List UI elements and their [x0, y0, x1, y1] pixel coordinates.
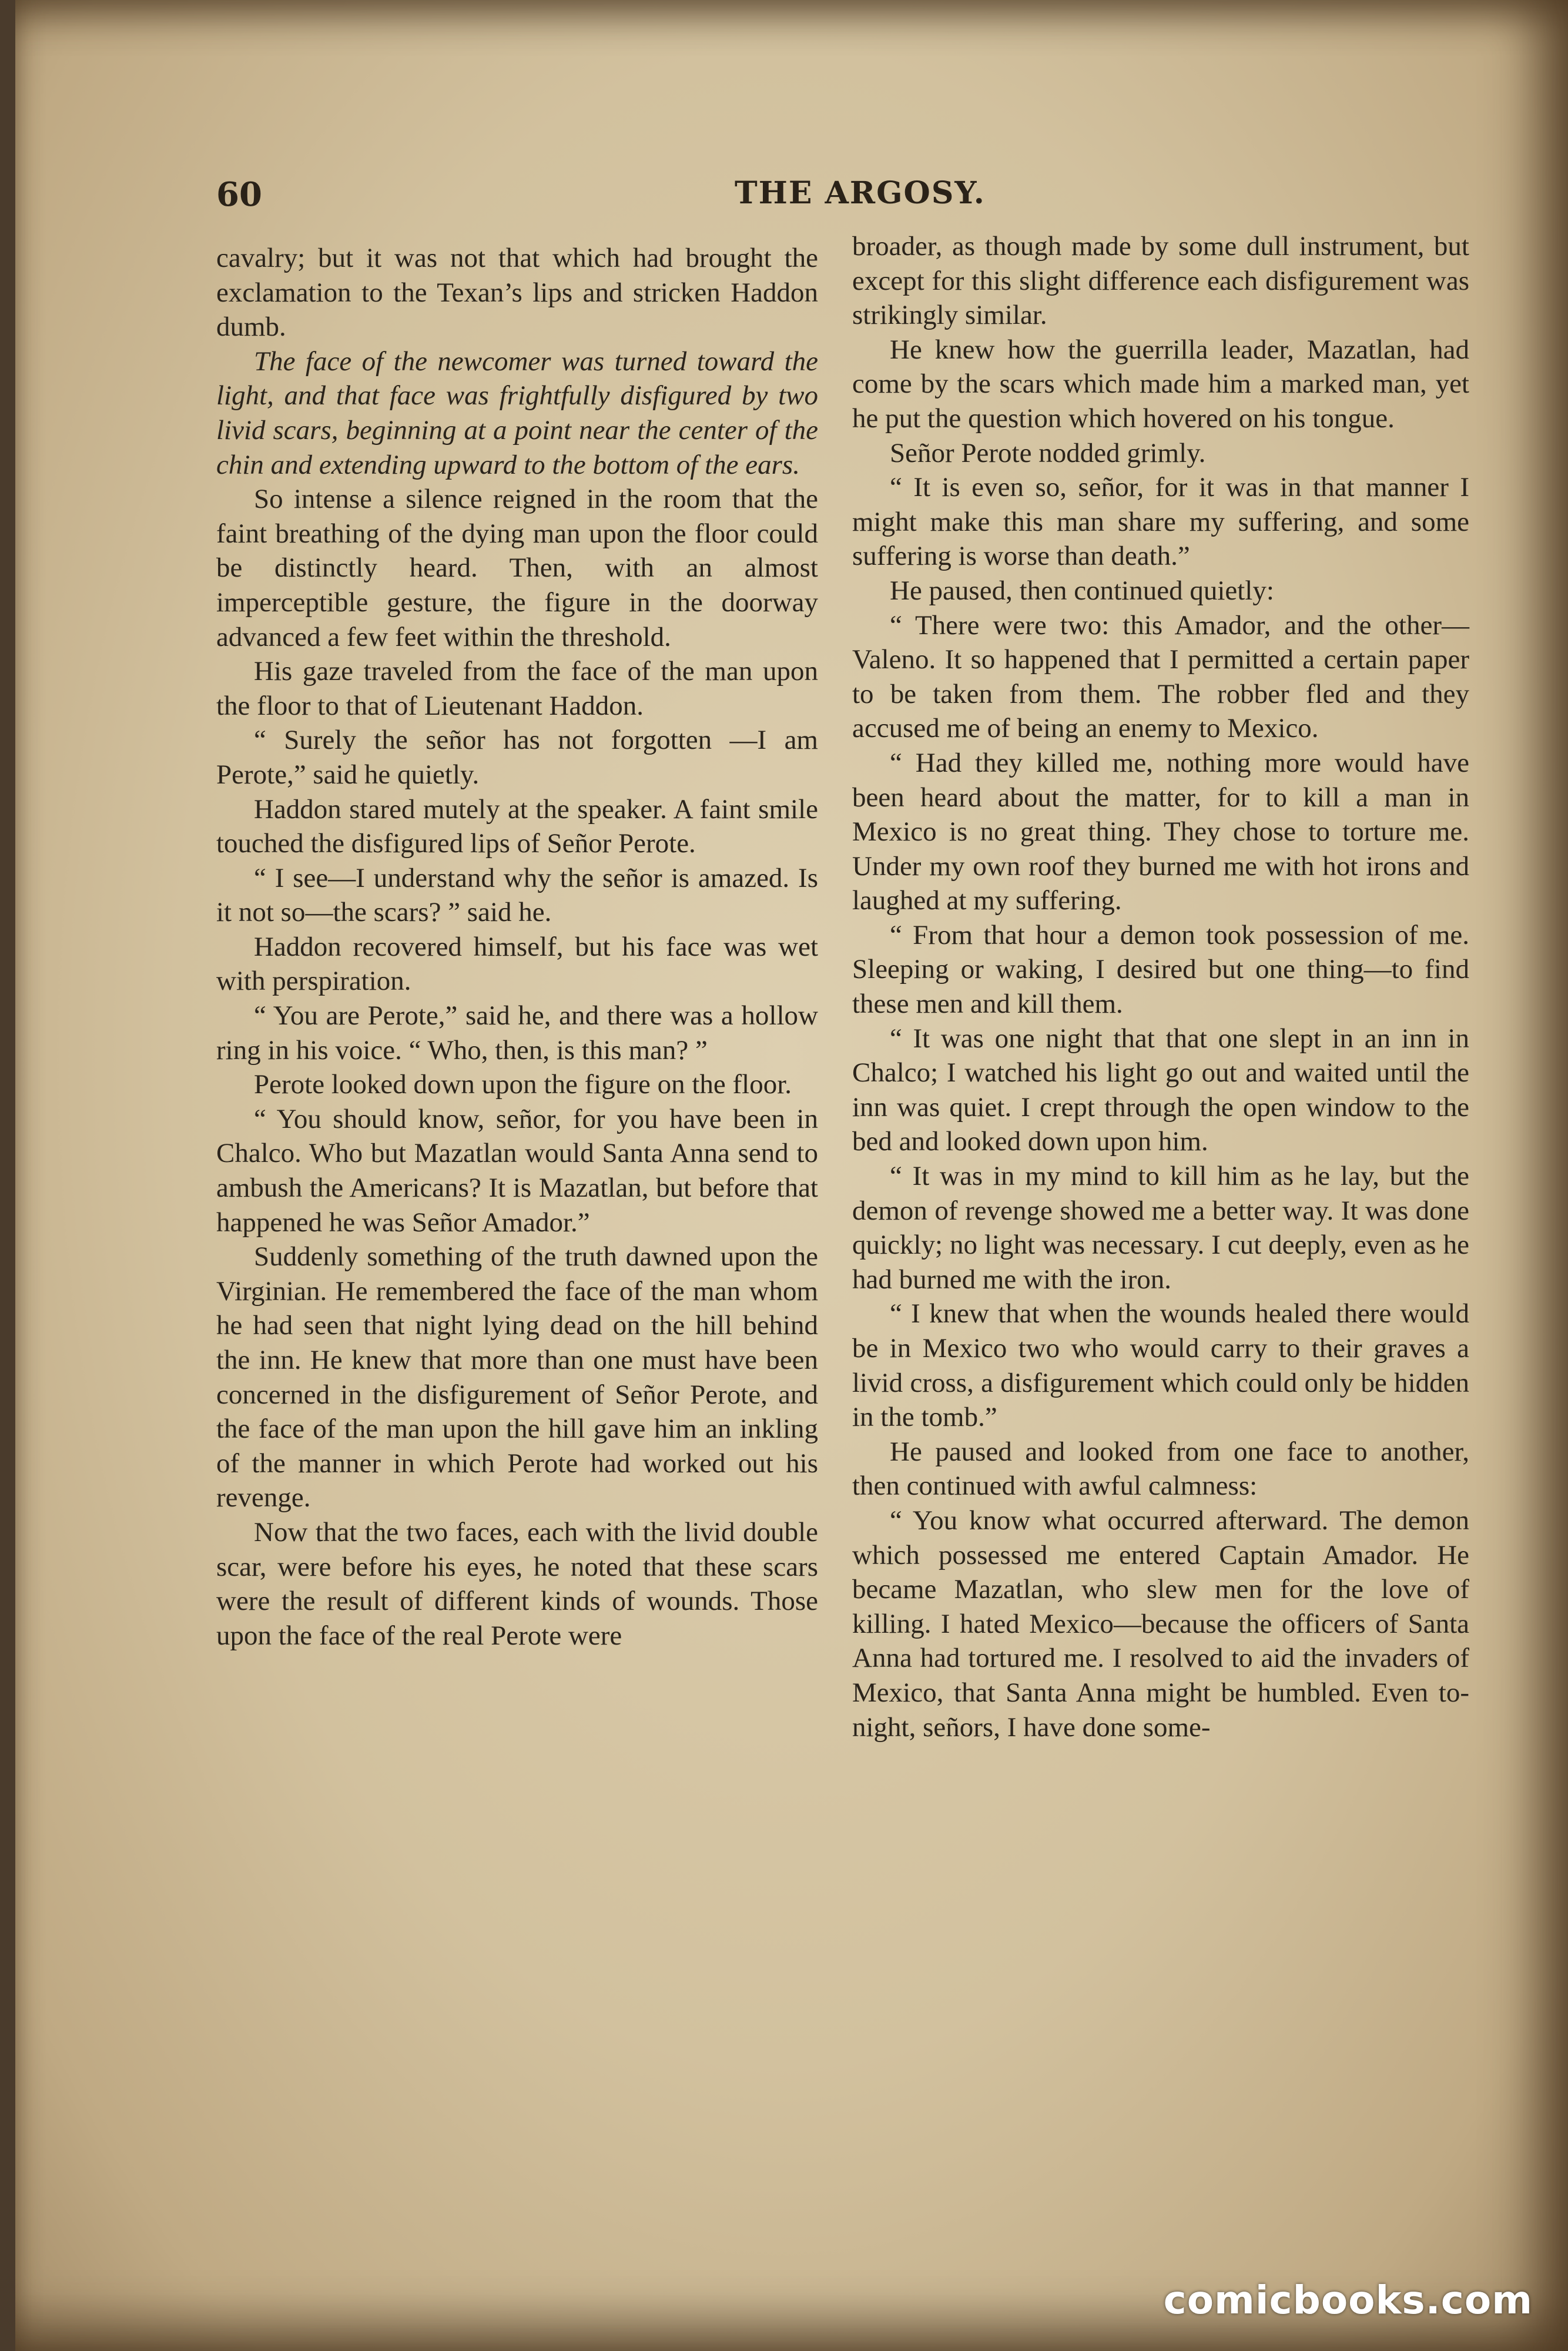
paragraph: “ You should know, señor, for you have been in Chalco. Who but Mazatlan would Santa Anna send to ambush the Americans? It is Mazatlan, but before that happened he was Señor Amador.”	[216, 1103, 818, 1238]
paragraph: “ It was one night that that one slept in an inn in Chalco; I watched his light go out and waited until the inn was quiet. I crept through the open window to the bed and looked down upon him.	[852, 1023, 1469, 1157]
paragraph: “ Had they killed me, nothing more would have been heard about the matter, for to kill a man in Mexico is no great thing. They chose to torture me. Under my own roof they burned me with hot irons and laughed at my suffering.	[852, 747, 1469, 916]
paragraph: He paused and looked from one face to another, then continued with awful calmness:	[852, 1436, 1469, 1502]
paragraph: Now that the two faces, each with the livid double scar, were before his eyes, he noted that these scars were the result of different kinds of wounds. Those upon the face of the real Perote were	[216, 1516, 818, 1651]
paragraph: Señor Perote nodded grimly.	[890, 437, 1206, 468]
paragraph: His gaze traveled from the face of the man upon the floor to that of Lieutenant Haddon.	[216, 656, 818, 721]
paragraph: Perote looked down upon the figure on the floor.	[254, 1069, 792, 1100]
right-text-column	[852, 229, 1469, 1744]
running-head-title: THE ARGOSY.	[735, 175, 986, 211]
paragraph: broader, as though made by some dull instrument, but except for this slight difference each disfigurement was strikingly similar.	[852, 231, 1469, 331]
watermark-logo: comicbooks.com	[1163, 2278, 1533, 2323]
left-text-column	[216, 241, 818, 1653]
paragraph: “ It was in my mind to kill him as he lay, but the demon of revenge showed me a better way. It was done quickly; no light was necessary. I cut deeply, even as he had burned me with the iron.	[852, 1161, 1469, 1295]
paragraph: Haddon recovered himself, but his face was wet with perspiration.	[216, 931, 818, 997]
paragraph: “ I knew that when the wounds healed there would be in Mexico two who would carry to their graves a livid cross, a disfigurement which could only be hidden in the tomb.”	[852, 1298, 1469, 1433]
paragraph: He knew how the guerrilla leader, Mazatlan, had come by the scars which made him a marked man, yet he put the question which hovered on his tongue.	[852, 334, 1469, 434]
paragraph: So intense a silence reigned in the room that the faint breathing of the dying man upon the floor could be distinctly heard. Then, with an almost imperceptible gesture, the figure in the doorway advanced a few feet within the threshold.	[216, 484, 818, 652]
paragraph: He paused, then continued quietly:	[890, 575, 1274, 606]
paragraph: “ There were two: this Amador, and the other—Valeno. It so happened that I permitted a certain paper to be taken from them. The robber fled and they accused me of being an enemy to Mexico.	[852, 609, 1469, 744]
paragraph: “ Surely the señor has not forgotten —I am Perote,” said he quietly.	[216, 725, 818, 790]
paragraph: “ You are Perote,” said he, and there was a hollow ring in his voice. “ Who, then, is this man? ”	[216, 1000, 818, 1066]
page-binding-edge	[0, 0, 15, 2351]
paragraph: “ I see—I understand why the señor is amazed. Is it not so—the scars? ” said he.	[216, 862, 818, 928]
paragraph: cavalry; but it was not that which had brought the exclamation to the Texan’s lips and stricken Haddon dumb.	[216, 243, 818, 343]
paragraph: “ It is even so, señor, for it was in that manner I might make this man share my suffering, and some suffering is worse than death.”	[852, 472, 1469, 572]
paragraph: “ You know what occurred afterward. The demon which possessed me entered Captain Amador. He became Mazatlan, who slew men for the love of killing. I hated Mexico—because the officers of Santa Anna had tortured me. I resolved to aid the invaders of Mexico, that Santa Anna might be humbled. Even to-night, señors, I have done some-	[852, 1505, 1469, 1743]
paragraph: Haddon stared mutely at the speaker. A faint smile touched the disfigured lips of Señor Perote.	[216, 793, 818, 859]
paragraph: Suddenly something of the truth dawned upon the Virginian. He remembered the face of the man whom he had seen that night lying dead on the hill behind the inn. He knew that more than one must have been concerned in the disfigurement of Señor Perote, and the face of the man upon the hill gave him an inkling of the manner in which Perote had worked out his revenge.	[216, 1241, 818, 1513]
paragraph: “ From that hour a demon took possession of me. Sleeping or waking, I desired but one thing—to find these men and kill them.	[852, 919, 1469, 1020]
italic-paragraph: The face of the newcomer was turned toward the light, and that face was frightfully disfigured by two livid scars, beginning at a point near the center of the chin and extending upward to the bottom of the ears.	[216, 346, 818, 480]
page-number: 60	[216, 175, 262, 214]
